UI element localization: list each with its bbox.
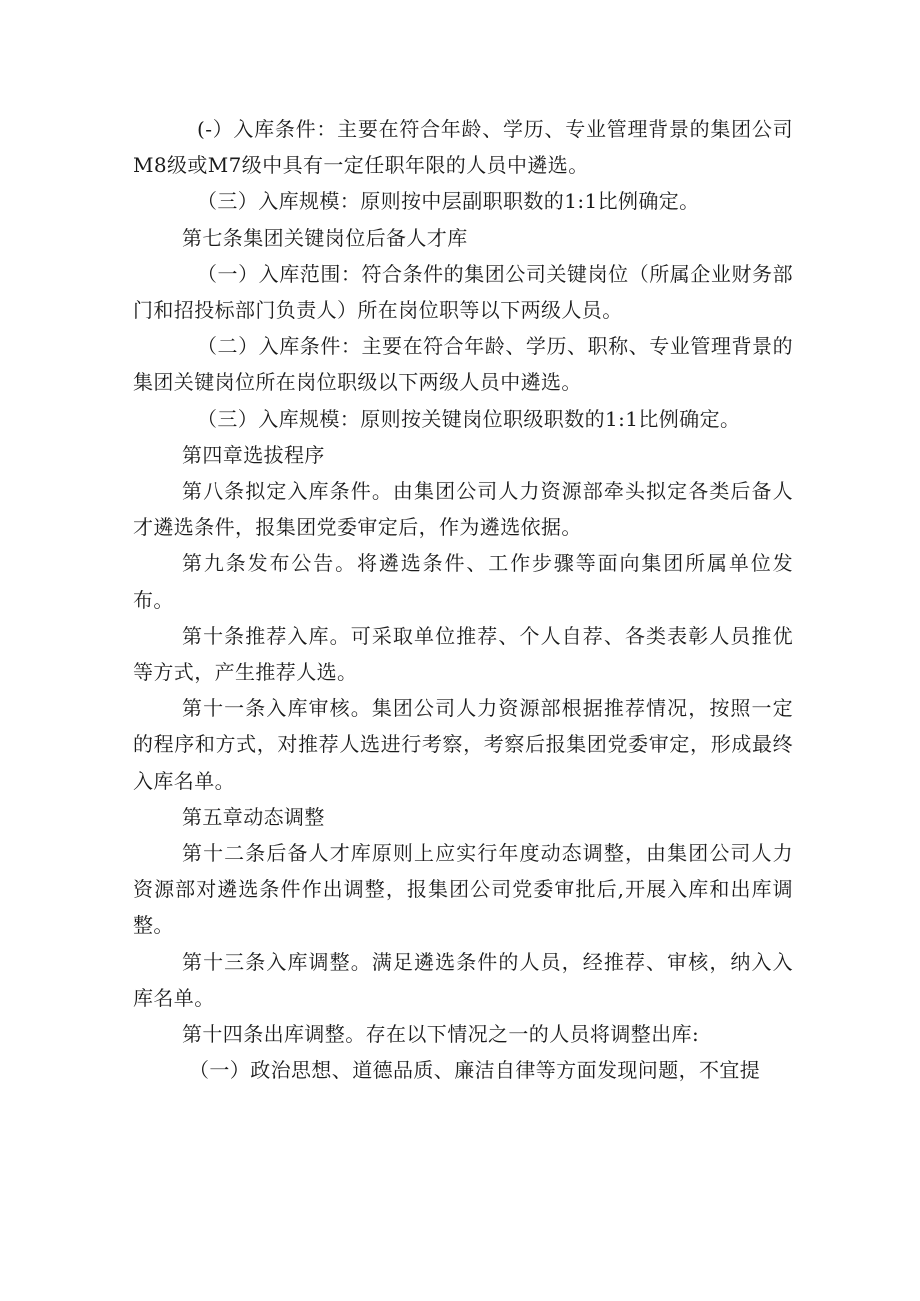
article-12: 第十二条后备人才库原则上应实行年度动态调整，由集团公司人力资源部对遴选条件作出调整，报集团公司党委审批后,开展入库和出库调整。 xyxy=(133,841,793,938)
paragraph-entry-scope: （一）入库范围：符合条件的集团公司关键岗位（所属企业财务部门和招投标部门负责人）所在岗位职等以下两级人员。 xyxy=(133,261,793,323)
paragraph-key-entry-conditions: （二）入库条件：主要在符合年龄、学历、职称、专业管理背景的集团关键岗位所在岗位职级以下两级人员中遴选。 xyxy=(133,334,793,395)
article-11: 第十一条入库审核。集团公司人力资源部根据推荐情况，按照一定的程序和方式，对推荐人选进行考察，考察后报集团党委审定，形成最终入库名单。 xyxy=(133,696,793,793)
article-14: 第十四条出库调整。存在以下情况之一的人员将调整出库: xyxy=(182,1022,700,1047)
paragraph-key-entry-scale: （三）入库规模：原则按关键岗位职级职数的1:1比例确定。 xyxy=(197,406,741,431)
article-13: 第十三条入库调整。满足遴选条件的人员，经推荐、审核，纳入入库名单。 xyxy=(133,949,793,1010)
paragraph-entry-conditions: (-）入库条件：主要在符合年龄、学历、专业管理背景的集团公司M8级或M7级中具有一定任职年限的人员中遴选。 xyxy=(133,117,793,178)
document-body xyxy=(133,111,793,1088)
paragraph-exit-condition-1: （一）政治思想、道德品质、廉洁自律等方面发现问题，不宜提 xyxy=(189,1058,761,1083)
paragraph-entry-scale: （三）入库规模：原则按中层副职职数的1:1比例确定。 xyxy=(197,189,700,214)
article-9: 第九条发布公告。将遴选条件、工作步骤等面向集团所属单位发布。 xyxy=(133,551,793,612)
article-10: 第十条推荐入库。可采取单位推荐、个人自荐、各类表彰人员推优等方式，产生推荐人选。 xyxy=(133,623,793,685)
article-7-heading: 第七条集团关键岗位后备人才库 xyxy=(182,225,468,250)
chapter-4-heading: 第四章选拔程序 xyxy=(182,442,325,467)
article-8: 第八条拟定入库条件。由集团公司人力资源部牵头拟定各类后备人才遴选条件，报集团党委审定后，作为遴选依据。 xyxy=(133,479,793,540)
chapter-5-heading: 第五章动态调整 xyxy=(182,804,325,829)
